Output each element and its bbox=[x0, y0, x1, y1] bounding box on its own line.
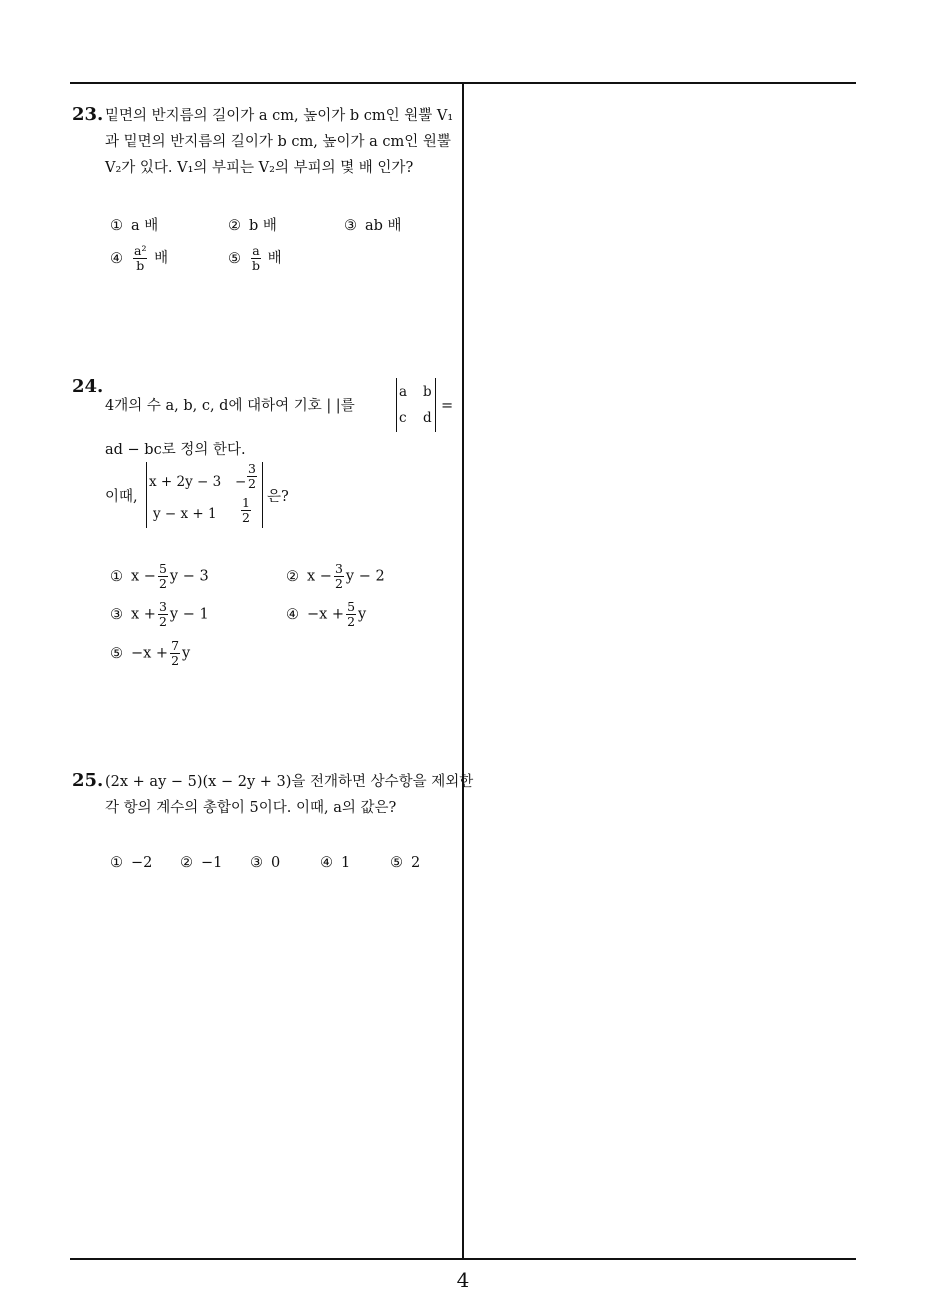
option-text: 0 bbox=[271, 855, 281, 871]
answer-option-1[interactable] bbox=[110, 855, 152, 871]
fraction-denominator: 2 bbox=[158, 614, 167, 629]
option-mark: ② bbox=[228, 218, 241, 234]
option-text: b 배 bbox=[249, 218, 277, 234]
question-text-line: 밑면의 반지름의 길이가 a cm, 높이가 b cm인 원뿔 V₁ bbox=[105, 108, 454, 124]
option-fraction bbox=[170, 639, 180, 668]
question-number: 25. bbox=[72, 770, 104, 791]
fraction-numerator: 1 bbox=[242, 495, 250, 510]
option-mark: ⑤ bbox=[110, 645, 123, 662]
option-mark: ④ bbox=[320, 855, 333, 871]
option-mark: ④ bbox=[110, 250, 123, 267]
answer-option-2[interactable] bbox=[228, 214, 277, 235]
option-text: −2 bbox=[131, 855, 153, 871]
matrix-entry: b bbox=[423, 384, 432, 400]
matrix-entry-sign: − bbox=[235, 474, 247, 490]
option-expr-post: y − 3 bbox=[169, 568, 209, 585]
fraction-numerator: a² bbox=[134, 243, 147, 258]
option-mark: ① bbox=[110, 855, 123, 871]
question-text-line: 각 항의 계수의 총합이 5이다. 이때, a의 값은? bbox=[105, 800, 397, 816]
fraction-denominator: 2 bbox=[158, 576, 167, 591]
option-fraction bbox=[334, 562, 344, 591]
fraction-numerator: 5 bbox=[347, 599, 356, 614]
fraction-denominator: 2 bbox=[171, 653, 180, 668]
answer-option-1[interactable] bbox=[110, 562, 209, 591]
fraction-denominator: 2 bbox=[347, 614, 356, 629]
option-mark: ③ bbox=[344, 218, 357, 234]
option-mark: ③ bbox=[110, 606, 123, 623]
option-mark: ① bbox=[110, 218, 123, 234]
option-expr-pre: x + bbox=[131, 606, 156, 623]
answer-option-2[interactable] bbox=[180, 855, 222, 871]
option-text: a 배 bbox=[131, 218, 159, 234]
option-expr-post: y − 2 bbox=[345, 568, 385, 585]
option-suffix: 배 bbox=[267, 250, 282, 267]
page-number: 4 bbox=[456, 1268, 470, 1292]
fraction-numerator: 3 bbox=[334, 561, 343, 576]
question-text-line: (2x + ay − 5)(x − 2y + 3)을 전개하면 상수항을 제외한 bbox=[105, 774, 474, 790]
answer-option-5[interactable] bbox=[390, 855, 420, 871]
matrix-entry: x + 2y − 3 bbox=[149, 474, 222, 490]
option-suffix: 배 bbox=[154, 250, 169, 267]
option-text: 1 bbox=[341, 855, 351, 871]
option-text: 2 bbox=[411, 855, 421, 871]
bottom-rule bbox=[70, 1258, 856, 1260]
equals-sign: = bbox=[441, 398, 454, 414]
question-text-line: 4개의 수 a, b, c, d에 대하여 기호 | |를 bbox=[105, 398, 355, 414]
answer-option-5[interactable] bbox=[228, 244, 282, 273]
fraction-numerator: 3 bbox=[248, 461, 256, 476]
option-fraction bbox=[251, 244, 261, 273]
fraction-denominator: 2 bbox=[248, 476, 256, 491]
option-mark: ② bbox=[286, 568, 299, 585]
option-expr-post: y bbox=[358, 606, 367, 623]
option-fraction bbox=[158, 562, 168, 591]
fraction-denominator: 2 bbox=[242, 510, 250, 525]
answer-option-5[interactable] bbox=[110, 639, 190, 668]
option-fraction bbox=[158, 600, 168, 629]
option-expr-pre: −x + bbox=[131, 645, 169, 662]
fraction-numerator: a bbox=[252, 243, 260, 258]
question-text-line: 과 밑면의 반지름의 길이가 b cm, 높이가 a cm인 원뿔 bbox=[105, 134, 451, 150]
column-divider bbox=[462, 83, 464, 1259]
matrix-entry-fraction bbox=[241, 496, 251, 525]
fraction-numerator: 5 bbox=[158, 561, 167, 576]
option-mark: ④ bbox=[286, 606, 299, 623]
matrix-entry: d bbox=[423, 410, 432, 426]
answer-option-4[interactable] bbox=[320, 855, 350, 871]
option-fraction bbox=[133, 244, 147, 273]
answer-option-4[interactable] bbox=[286, 600, 366, 629]
fraction-denominator: b bbox=[136, 258, 145, 273]
determinant-expression bbox=[146, 462, 263, 528]
matrix-entry: a bbox=[399, 384, 408, 400]
question-text-prefix: 이때, bbox=[105, 489, 138, 505]
option-text: ab 배 bbox=[365, 218, 402, 234]
question-number: 23. bbox=[72, 104, 104, 125]
option-expr-pre: x − bbox=[131, 568, 156, 585]
fraction-numerator: 7 bbox=[171, 638, 180, 653]
option-expr-pre: x − bbox=[307, 568, 332, 585]
fraction-numerator: 3 bbox=[158, 599, 167, 614]
answer-option-3[interactable] bbox=[344, 214, 402, 235]
option-mark: ⑤ bbox=[390, 855, 403, 871]
question-number: 24. bbox=[72, 376, 104, 397]
option-mark: ⑤ bbox=[228, 250, 241, 267]
option-expr-post: y bbox=[182, 645, 191, 662]
option-mark: ② bbox=[180, 855, 193, 871]
answer-option-2[interactable] bbox=[286, 562, 385, 591]
option-mark: ① bbox=[110, 568, 123, 585]
option-expr-pre: −x + bbox=[307, 606, 345, 623]
matrix-entry-fraction bbox=[247, 462, 257, 491]
answer-option-3[interactable] bbox=[110, 600, 209, 629]
option-mark: ③ bbox=[250, 855, 263, 871]
answer-option-1[interactable] bbox=[110, 214, 158, 235]
fraction-denominator: b bbox=[252, 258, 261, 273]
question-text-line: V₂가 있다. V₁의 부피는 V₂의 부피의 몇 배 인가? bbox=[105, 160, 414, 176]
question-text-suffix: 은? bbox=[267, 489, 289, 505]
option-text: −1 bbox=[201, 855, 223, 871]
option-fraction bbox=[346, 600, 356, 629]
answer-option-4[interactable] bbox=[110, 244, 168, 273]
matrix-entry: y − x + 1 bbox=[153, 506, 217, 522]
determinant-definition bbox=[396, 378, 436, 432]
option-expr-post: y − 1 bbox=[169, 606, 209, 623]
answer-option-3[interactable] bbox=[250, 855, 280, 871]
fraction-denominator: 2 bbox=[334, 576, 343, 591]
matrix-entry: c bbox=[399, 410, 407, 426]
question-text-line: ad − bc로 정의 한다. bbox=[105, 442, 246, 458]
